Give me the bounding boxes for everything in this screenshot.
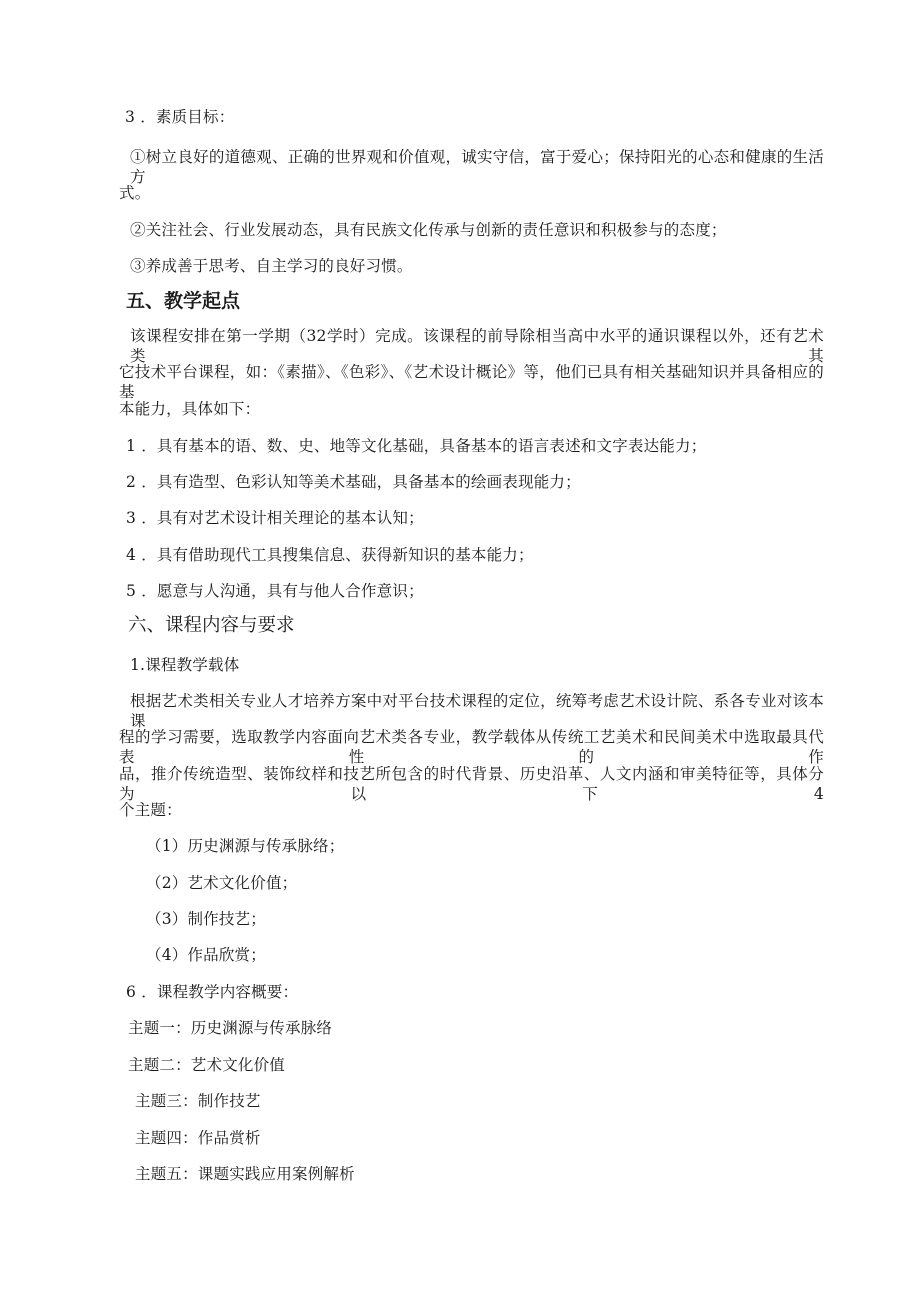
quality-objective-2: ②关注社会、行业发展动态，具有民族文化传承与创新的责任意识和积极参与的态度； (130, 221, 727, 239)
theme-item: （3）制作技艺； (146, 910, 266, 928)
quality-objective-1: ①树立良好的道德观、正确的世界观和价值观，诚实守信，富于爱心；保持阳光的心态和健康的生活方 (130, 148, 824, 186)
outline-item: 主题二：艺术文化价值 (128, 1056, 286, 1074)
section-6-heading: 六、课程内容与要求 (128, 615, 295, 636)
starting-point-item: 4 ．具有借助现代工具搜集信息、获得新知识的基本能力； (126, 546, 534, 564)
starting-point-item: 5 ．愿意与人沟通，具有与他人合作意识； (126, 582, 424, 600)
quality-objectives-title: 3 ．素质目标： (125, 108, 235, 126)
theme-item: （2）艺术文化价值； (146, 874, 298, 892)
starting-point-item: 3 ．具有对艺术设计相关理论的基本认知； (126, 509, 424, 527)
section-6-paragraph-line: 个主题： (119, 801, 182, 819)
theme-item: （1）历史渊源与传承脉络； (146, 837, 345, 855)
section-5-paragraph-line: 该课程安排在第一学期（32学时）完成。该课程的前导除相当高中水平的通识课程以外，还有艺术类其 (130, 327, 824, 365)
outline-item: 主题五：课题实践应用案例解析 (135, 1165, 355, 1183)
outline-item: 主题一：历史渊源与传承脉络 (128, 1019, 333, 1037)
section-6-paragraph-line: 品，推介传统造型、装饰纹样和技艺所包含的时代背景、历史沿革、人文内涵和审美特征等，具体分为以下4 (119, 765, 824, 803)
quality-objective-1-cont: 式。 (119, 184, 151, 202)
section-5-heading: 五、教学起点 (126, 290, 241, 312)
starting-point-item: 1 ．具有基本的语、数、史、地等文化基础，具备基本的语言表述和文字表达能力； (126, 437, 707, 455)
course-carrier-title: 1.课程教学载体 (130, 656, 240, 674)
section-6-paragraph-line: 程的学习需要，选取教学内容面向艺术类各专业，教学载体从传统工艺美术和民间美术中选取最具代表性的作 (119, 728, 824, 766)
outline-item: 主题三：制作技艺 (135, 1092, 261, 1110)
outline-item: 主题四：作品赏析 (135, 1129, 261, 1147)
course-outline-title: 6 ．课程教学内容概要： (126, 983, 299, 1001)
section-6-paragraph-line: 根据艺术类相关专业人才培养方案中对平台技术课程的定位，统筹考虑艺术设计院、系各专业对该本课 (130, 692, 824, 730)
theme-item: （4）作品欣赏； (146, 946, 266, 964)
section-5-paragraph-line: 本能力，具体如下： (119, 400, 261, 418)
starting-point-item: 2 ．具有造型、色彩认知等美术基础，具备基本的绘画表现能力； (126, 473, 581, 491)
quality-objective-3: ③养成善于思考、自主学习的良好习惯。 (130, 257, 413, 275)
section-5-paragraph-line: 它技术平台课程，如：《素描》、《色彩》、《艺术设计概论》等，他们已具有相关基础知识并具备相应的基 (119, 363, 824, 401)
